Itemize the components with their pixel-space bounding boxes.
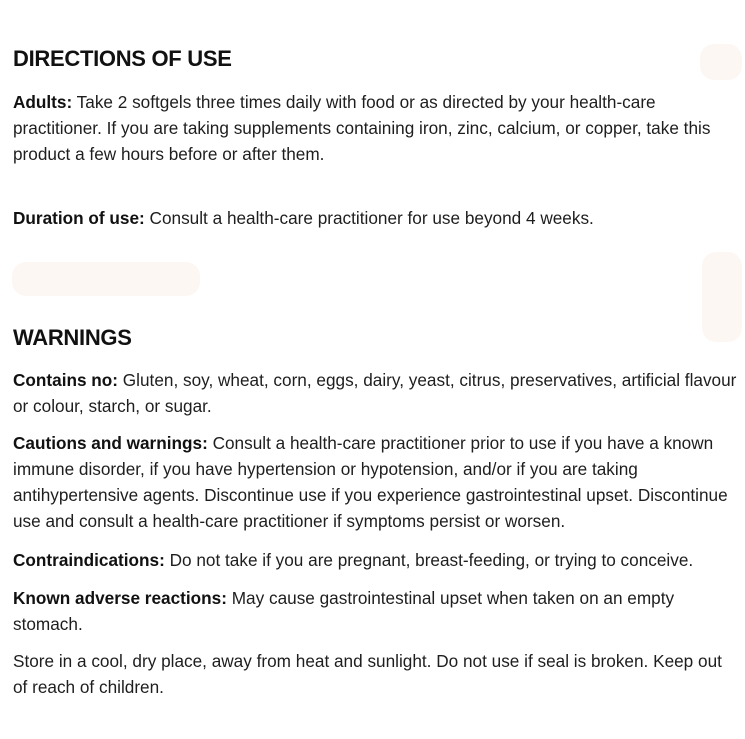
duration-label: Duration of use: [13, 208, 145, 228]
contains-paragraph [13, 367, 741, 419]
background-smudge [702, 252, 742, 342]
contraindications-label: Contraindications: [13, 550, 165, 570]
cautions-text: Consult a health-care practitioner prior to use if you have a known immune disorder, if you have hypertension or hypotension, and/or if you are taking antihypertensive agents. Discontinue use if you experience gastrointestinal upset. Discontinue use and consult a health-care practitioner if symptoms persist or worsen. [13, 433, 728, 531]
contraindications-text: Do not take if you are pregnant, breast-feeding, or trying to conceive. [164, 550, 694, 570]
cautions-paragraph [13, 430, 741, 534]
cautions-label: Cautions and warnings: [13, 433, 208, 453]
storage-paragraph: Store in a cool, dry place, away from heat and sunlight. Do not use if seal is broken. Keep out of reach of children. [13, 651, 722, 697]
duration-paragraph [13, 205, 741, 231]
adverse-reactions-label: Known adverse reactions: [13, 588, 227, 608]
background-smudge [12, 262, 200, 296]
duration-text: Consult a health-care practitioner for use beyond 4 weeks. [144, 208, 594, 228]
contains-label: Contains no: [13, 370, 119, 390]
adverse-reactions-paragraph [13, 585, 741, 637]
adults-text: Take 2 softgels three times daily with food or as directed by your health-care practitioner. If you are taking supplements containing iron, zinc, calcium, or copper, take this product a few hours before or after them. [13, 92, 711, 164]
contains-text: Gluten, soy, wheat, corn, eggs, dairy, yeast, citrus, preservatives, artificial flavour or colour, starch, or sugar. [13, 370, 737, 416]
background-smudge [700, 44, 742, 80]
adverse-reactions-text: May cause gastrointestinal upset when taken on an empty stomach. [13, 588, 675, 634]
adults-label: Adults: [13, 92, 73, 112]
warnings-heading: WARNINGS [13, 325, 132, 350]
adults-paragraph [13, 89, 741, 167]
directions-heading: DIRECTIONS OF USE [13, 46, 232, 71]
contraindications-paragraph [13, 547, 741, 573]
